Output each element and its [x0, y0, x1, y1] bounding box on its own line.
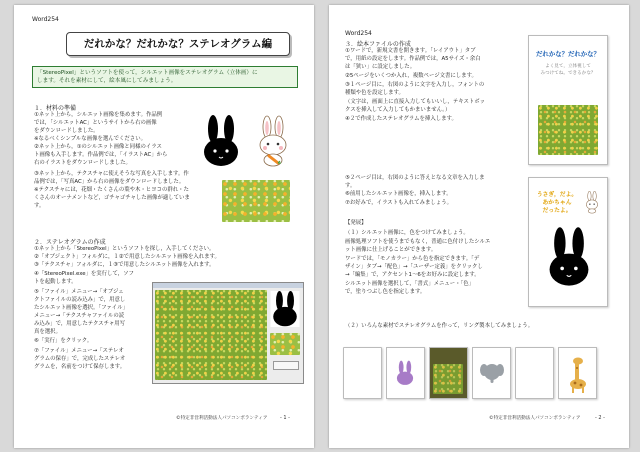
document-code: Word254: [345, 30, 372, 37]
texture-thumbnail: [270, 333, 300, 355]
card1-stereogram: [538, 105, 598, 155]
text-line: ③ネット上から，テクスチャに使えそうな写真を入手します。作: [34, 171, 189, 177]
text-line: ①ネット上から，シルエット画像を集めます。作品例: [34, 112, 163, 118]
text-line: →「編集」で，アクセント1～6をお好みに設定します。: [345, 272, 480, 278]
text-line: ⑦「ファイル」メニュー→「ステレオ: [34, 348, 124, 354]
text-line: では，「シルエットAC」というサイトから右の画像: [34, 120, 157, 126]
text-line: す。: [34, 203, 45, 209]
section3-heading: ３．絵本ファイルの作成: [345, 41, 411, 48]
text-line: ワードでは，「モノカラー」から色を指定できます。「デ: [345, 256, 480, 262]
document-code: Word254: [32, 16, 59, 23]
text-line: ザイン」タブ→「配色」→「ユーザー定義」をクリックし: [345, 264, 483, 270]
section1-heading: １．材料の準備: [34, 105, 77, 112]
stereopixel-app-screenshot: [152, 282, 304, 384]
text-line: たシルエット画像を選択。「ファイル」: [34, 305, 128, 311]
text-line: クスを挿入して入力してもかまいません。）: [345, 107, 451, 113]
example-page: [343, 347, 382, 399]
text-line: ⑤「ファイル」メニュー→「オブジェ: [34, 289, 124, 295]
storybook-page-1-example: [528, 35, 608, 165]
text-line: は「狭い」に設定しました。: [345, 64, 416, 70]
card1-title: だれかな？だれかな？: [536, 50, 600, 58]
card1-subtitle-2: みつけてね。できるかな？: [540, 71, 596, 76]
app-titlebar: [153, 283, 303, 288]
card2-rabbit-silhouette: [545, 224, 593, 290]
card2-line-3: だったよ。: [542, 208, 572, 214]
text-line: クトファイルの読み込み」で，用意し: [34, 297, 126, 303]
text-line: 画像処理ソフトを使うまでもなく，普通に色付けしたシルエ: [345, 239, 491, 245]
text-line: くさんのオーナメントなど，ゴチャゴチャした画像が適していま: [34, 195, 190, 201]
text-line: ②ネット上から，①のシルエット画像と同様のイラス: [34, 144, 162, 150]
text-line: 品例では，「写真AC」から右の画像をダウンロードしました。: [34, 179, 185, 185]
text-line: ①ネット上から「StereoPixel」というソフトを探し，入手してください。: [34, 246, 215, 252]
text-line: ②5ページをいくつか入れ，複数ページ文書にします。: [345, 73, 477, 79]
page-number: - 1 -: [280, 415, 290, 421]
text-line: ⑦お好みで，イラストも入れてみましょう。: [345, 200, 452, 206]
text-line: 種類や色を設定します。: [345, 90, 404, 96]
text-line: ト画像も入手します。作品例では，「イラストAC」から: [34, 152, 168, 158]
text-line: み込み」で，用意したテクスチャ用写: [34, 321, 125, 327]
example-page: [515, 347, 554, 399]
text-line: 真を選択。: [34, 329, 61, 335]
text-line: シルエット画像を選択して，「書式」メニュー・「色」: [345, 281, 475, 287]
text-line: グラムの保存」で，完成したステレオ: [34, 356, 126, 362]
footer-copyright: ©特定非営利活動法人パソコンボランティア: [489, 416, 581, 421]
object-thumbnail: [270, 291, 300, 327]
text-line: す。: [345, 183, 356, 189]
text-line: ※テクスチャには，花畑・たくさんの葉や木・ヒヨコの群れ・た: [34, 187, 189, 193]
example-page: [386, 347, 425, 399]
text-line: ②「オブジェクト」フォルダに，１②で用意したシルエット画像を入れます。: [34, 254, 220, 260]
intro-line-2: します。それを素材にして，絵本風にしてみましょう。: [37, 78, 177, 84]
card2-line-2: あかちゃん: [542, 200, 572, 206]
page-title: だれかな？だれかな？ステレオグラム編: [66, 32, 290, 56]
page-1: [14, 5, 314, 448]
text-line: ①ワードで，新規文書を開きます。「レイアウト」タブ: [345, 48, 476, 54]
purple-rabbit-icon: [395, 360, 415, 386]
giraffe-icon: [568, 356, 588, 394]
text-line: ④「StereoPixel.exe」を実行して，ソフ: [34, 271, 134, 277]
intro-box: [32, 66, 298, 88]
text-line: 右のイラストをダウンロードしました。: [34, 160, 131, 166]
card2-line-1: うさぎ，だよ。: [536, 192, 578, 198]
footer-copyright: ©特定非営利活動法人パソコンボランティア: [176, 416, 268, 421]
small-rabbit-illustration: [583, 190, 601, 214]
intro-line-1: 「StereoPixel」というソフトを使って，シルエット画像をステレオグラム（立体画）に: [37, 70, 258, 76]
rabbit-silhouette-image: [200, 115, 242, 167]
page-number: - 2 -: [595, 415, 605, 421]
text-line: をダウンロードしました。: [34, 128, 99, 134]
gray-elephant-icon: [479, 360, 505, 384]
text-line: （１）シルエット画像に，色をつけてみましょう。: [345, 230, 469, 236]
text-line: ※なるべくシンプルな画像を選んでください。: [34, 136, 146, 142]
development-item-2: （２）いろんな素材でステレオグラムを作って，リング製本してみましょう。: [345, 323, 534, 329]
run-button[interactable]: [273, 361, 299, 370]
text-line: で，塗りつぶし色を指定します。: [345, 289, 426, 295]
example-page: [429, 347, 468, 399]
rabbit-illustration-image: [252, 115, 294, 167]
text-line: メニュー→「テクスチャファイルの読: [34, 313, 125, 319]
flower-texture-image: [222, 180, 290, 222]
text-line: ③「テクスチャ」フォルダに，１③で用意したシルエット画像を入れます。: [34, 262, 215, 268]
text-line: で，用紙の設定をします。作品例では，A5サイズ・余白: [345, 56, 481, 62]
card1-subtitle-1: よく見て，立体視して: [545, 64, 591, 69]
text-line: （文字は，画面上に直接入力してもいいし，テキストボッ: [345, 99, 486, 105]
example-stereogram: [433, 364, 463, 394]
text-line: ⑤２ページ目は，右図のように答えとなる文章を入力しま: [345, 175, 485, 181]
page-2: [329, 5, 629, 448]
example-page: [472, 347, 511, 399]
section2-heading: ２．ステレオグラムの作成: [34, 239, 106, 246]
text-line: ⑥「実行」をクリック。: [34, 338, 93, 344]
text-line: ③１ページ目に，右図のように文字を入力し，フォントの: [345, 82, 485, 88]
text-line: ④２で作成したステレオグラムを挿入します。: [345, 116, 457, 122]
stereogram-preview: [155, 290, 267, 380]
development-heading: 【発展】: [345, 220, 367, 226]
storybook-page-2-example: [528, 177, 608, 307]
text-line: ット画像に仕上げることができます。: [345, 247, 437, 253]
example-page: [558, 347, 597, 399]
text-line: グラムを，名前をつけて保存します。: [34, 364, 126, 370]
text-line: トを起動します。: [34, 279, 77, 285]
text-line: ⑥前用したシルエット画像を，挿入します。: [345, 191, 452, 197]
